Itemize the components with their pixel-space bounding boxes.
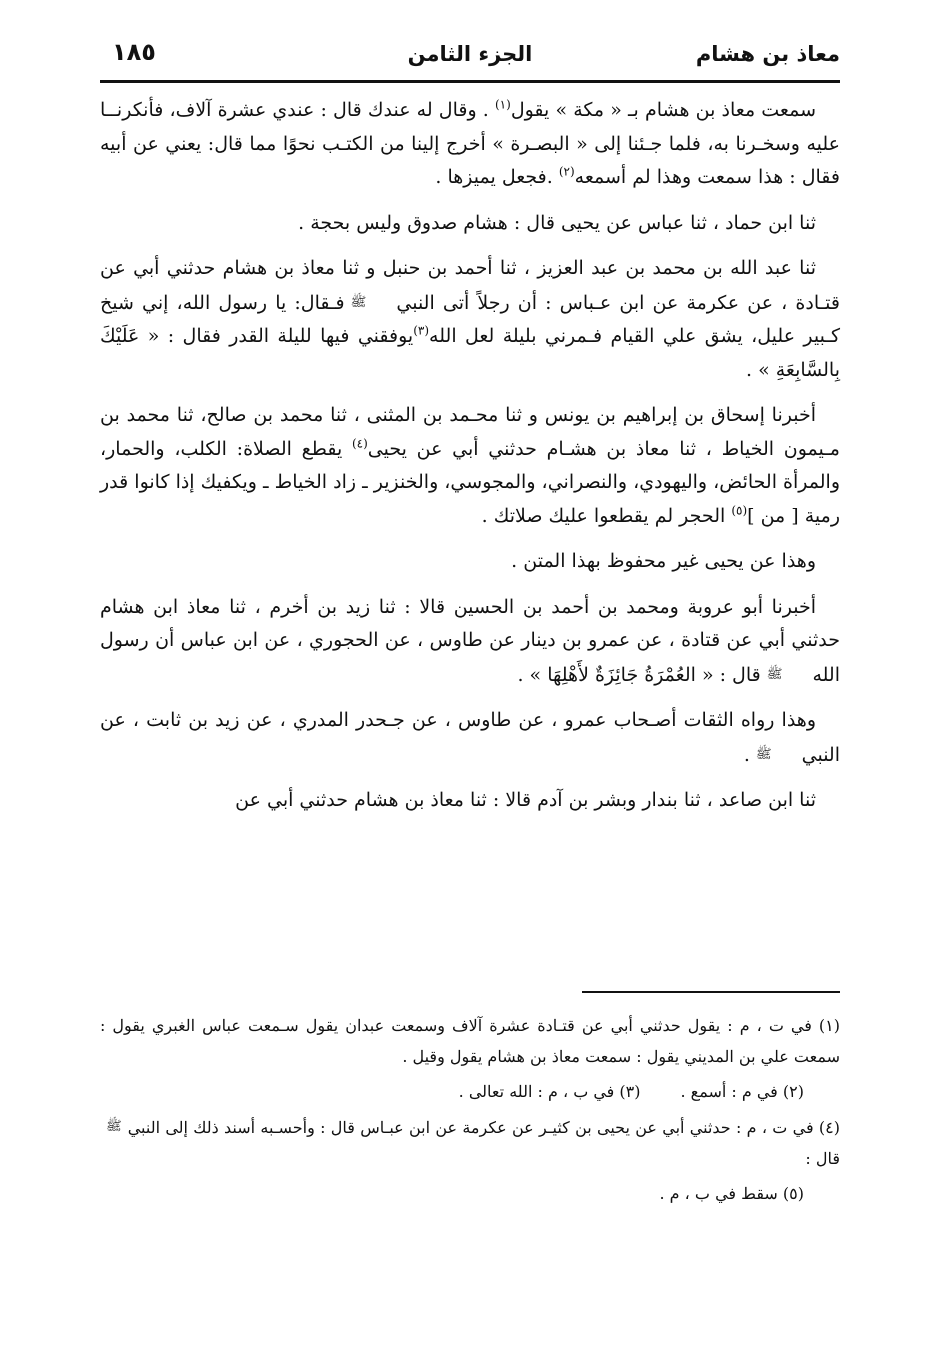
header-rule xyxy=(100,80,840,83)
paragraph-text: يوفقني فيها لليلة القدر فقال : « عَلَيْكَ بِالسَّابِعَةِ » . xyxy=(100,325,840,381)
paragraph-4 xyxy=(100,399,840,533)
paragraph-text: وهذا رواه الثقات أصـحاب عمرو ، عن طاوس ، عن جـحدر المدري ، عن زيد بن ثابت ، عن النبي xyxy=(100,709,840,766)
footnote-4 xyxy=(100,1111,840,1174)
paragraph-7 xyxy=(100,704,840,772)
paragraph-3 xyxy=(100,252,840,387)
volume-title: الجزء الثامن xyxy=(407,42,533,66)
paragraph-text: أخبرنا إسحاق بن إبراهيم بن يونس و ثنا محـمد بن المثنى ، ثنا محمد بن صالح، ثنا محمد بن مـيمون الخياط ، ثنا معاذ بن هشـام حدثني أبي عن يحيى xyxy=(100,404,840,460)
salawat-symbol: ﷺ xyxy=(755,746,772,762)
footnote-ref-1: (١) xyxy=(494,97,511,112)
footnote-row-2-3 xyxy=(100,1076,840,1107)
footnote-ref-5: (٥) xyxy=(731,503,748,518)
paragraph-2: ثنا ابن حماد ، ثنا عباس عن يحيى قال : هشام صدوق وليس بحجة . xyxy=(298,211,816,234)
footnote-text: قال : xyxy=(805,1149,840,1168)
paragraph-5: وهذا عن يحيى غير محفوظ بهذا المتن . xyxy=(511,550,816,572)
page-header xyxy=(100,34,840,80)
paragraph-text: . وقال له عندك قال : عندي عشرة آلاف، فأنكرنــا عليه وسخـرنا به، فلما جـئنا إلى « البصـرة » أخرج إلينا من الكتـب نحوًا مما قال: يعني عن أبيه فقال : هذا سمعت وهذا لم أسمعه xyxy=(100,99,840,188)
footnote-ref-3: (٣) xyxy=(413,323,430,338)
footnote-3: (٣) في ب ، م : الله تعالى . xyxy=(458,1082,641,1101)
footnote-ref-4: (٤) xyxy=(351,436,368,451)
salawat-symbol: ﷺ xyxy=(350,294,367,310)
paragraph-text: أخبرنا أبو عروبة ومحمد بن أحمد بن الحسين قالا : ثنا زيد بن أخرم ، ثنا معاذ ابن هشام حدثني أبي عن قتادة ، عن عمرو بن دينار عن طاوس ، عن الحجوري ، عن ابن عباس أن رسول الله xyxy=(100,595,840,686)
main-text xyxy=(100,94,840,830)
page-number: ١٨٥ xyxy=(112,38,156,66)
paragraph-text: يقطع الصلاة: الكلب، والحمار، والمرأة الحائض، واليهودي، والنصراني، والمجوسي، والخنزير ـ زاد الخياط ـ ويكفيك إذا كانوا قدر رمية [ من ] xyxy=(100,437,840,527)
paragraph-text: فـقال: يا رسول الله، إني شيخ كـبير عليل، يشق علي القيام فـمرني بليلة لعل الله xyxy=(100,291,840,347)
paragraph-text: .فجعل يميزها . xyxy=(435,166,559,188)
footnote-text: (٤) في ت ، م : حدثني أبي عن يحيى بن كثيـر عن عكرمة عن ابن عبـاس قال : وأحسـبه أسند ذلك إلى النبي xyxy=(127,1118,840,1137)
salawat-symbol: ﷺ xyxy=(766,666,783,682)
footnotes xyxy=(100,1010,840,1213)
footnote-2: (٢) في م : أسمع . xyxy=(680,1082,804,1101)
running-title: معاذ بن هشام xyxy=(695,42,840,66)
paragraph-text: قال : « العُمْرَةُ جَائِزَةٌ لأَهْلِهَا » . xyxy=(517,663,761,686)
footnote-5: (٥) سقط في ب ، م . xyxy=(659,1184,804,1203)
paragraph-text: الحجر لم يقطعوا عليك صلاتك . xyxy=(481,504,732,527)
paragraph-8: ثنا ابن صاعد ، ثنا بندار وبشر بن آدم قالا : ثنا معاذ بن هشام حدثني أبي عن xyxy=(235,789,816,811)
footnote-1: (١) في ت ، م : يقول حدثني أبي عن قتـادة عشرة آلاف وسمعت عبدان يقول سـمعت عباس الغبري يقول : سمعت علي بن المديني يقول : سمعت معاذ بن هشام يقول وقيل . xyxy=(100,1016,840,1066)
paragraph-text: سمعت معاذ بن هشام بـ « مكة » يقول xyxy=(510,99,817,121)
paragraph-text: ثنا عبد الله بن محمد بن عبد العزيز ، ثنا أحمد بن حنبل و ثنا معاذ بن هشام حدثني أبي عن قتـادة ، عن عكرمة عن ابن عـباس : أن رجلاً أتى النبي xyxy=(100,257,841,314)
footnote-rule xyxy=(582,991,840,993)
salawat-symbol: ﷺ xyxy=(106,1119,122,1134)
paragraph-text: . xyxy=(743,743,750,766)
paragraph-6 xyxy=(100,591,840,693)
paragraph-1 xyxy=(100,94,840,195)
footnote-ref-2: (٢) xyxy=(558,164,575,179)
